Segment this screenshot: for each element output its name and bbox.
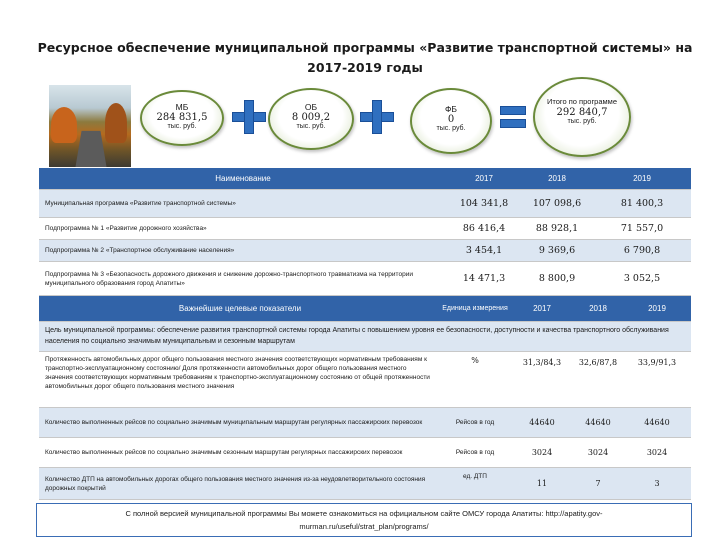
- row-value: 8 800,9: [538, 273, 576, 284]
- row-unit: Рейсов в год: [455, 419, 495, 426]
- budget-unit: тыс. руб.: [436, 125, 466, 132]
- table-row: [39, 240, 691, 262]
- col-header-year: 2017: [475, 174, 493, 183]
- budget-fb-ellipse: [410, 88, 492, 154]
- col-header-indicator: Важнейшие целевые показатели: [178, 304, 302, 313]
- row-value: 107 098,6: [532, 198, 582, 209]
- road-photo: [49, 85, 131, 167]
- budget-label: ОБ: [304, 102, 318, 112]
- row-value: 44640: [585, 418, 611, 427]
- plus-icon: [360, 100, 394, 134]
- row-value: 44640: [529, 418, 555, 427]
- row-value: 71 557,0: [620, 223, 664, 234]
- row-value: 3024: [531, 448, 553, 457]
- budget-label: Итого по программе: [546, 97, 618, 106]
- row-value: 88 928,1: [535, 223, 579, 234]
- budget-value: 284 831,5: [156, 112, 208, 123]
- row-name: Количество выполненных рейсов по социально значимым муниципальным маршрутам регулярных пассажирских перевозок: [45, 419, 423, 426]
- budget-total-ellipse: [533, 77, 631, 157]
- row-value: 6 790,8: [623, 245, 661, 256]
- road-strip: [75, 131, 108, 167]
- col-header-year: 2019: [633, 174, 651, 183]
- row-unit: Рейсов в год: [455, 449, 495, 456]
- row-unit: ед. ДТП: [463, 473, 487, 480]
- equals-icon: [500, 104, 526, 130]
- tree-shape: [51, 107, 77, 143]
- table-row: [39, 352, 691, 408]
- row-value: 44640: [644, 418, 670, 427]
- row-unit: %: [471, 356, 479, 365]
- row-value: 3024: [587, 448, 609, 457]
- row-value: 32,6/87,8: [578, 358, 618, 367]
- col-header-unit: Единица измерения: [442, 305, 508, 312]
- row-value: 81 400,3: [620, 198, 664, 209]
- budget-value: 0: [447, 114, 455, 125]
- row-value: 9 369,6: [538, 245, 576, 256]
- table-row: [39, 262, 691, 296]
- budget-unit: тыс. руб.: [167, 123, 197, 130]
- col-header-year: 2019: [648, 304, 666, 313]
- budget-unit: тыс. руб.: [567, 118, 597, 125]
- row-name: Муниципальная программа «Развитие транспортной системы»: [45, 200, 236, 207]
- row-name: Количество выполненных рейсов по социально значимым сезонным маршрутам регулярных пассажирских перевозок: [45, 449, 403, 456]
- col-header-year: 2018: [548, 174, 566, 183]
- row-name: Протяженность автомобильных дорог общего пользования местного значения соответствующих нормативным требованиям к транспортно-эксплуатационному состоянию/ Доля протяженности автомобильных дорог общего пользования местного значения соответствующих нормативным требованиям к транспортно-эксплуатационному состоянию от общей протяженности автомобильных дорог общего пользования местного значения: [45, 356, 430, 390]
- col-header-year: 2018: [589, 304, 607, 313]
- row-value: 104 341,8: [459, 198, 509, 209]
- row-value: 7: [595, 479, 601, 488]
- table-row: [39, 468, 691, 500]
- plus-icon: [232, 100, 266, 134]
- row-value: 33,9/91,3: [637, 358, 677, 367]
- budget-label: ФБ: [444, 104, 458, 114]
- budget-mb-ellipse: [140, 90, 224, 146]
- col-header-name: Наименование: [215, 174, 271, 183]
- table-row: [39, 438, 691, 468]
- budget-label: МБ: [175, 102, 189, 112]
- row-value: 86 416,4: [462, 223, 506, 234]
- row-name: Подпрограмма № 1 «Развитие дорожного хозяйства»: [45, 225, 207, 232]
- row-value: 3024: [646, 448, 668, 457]
- goal-row: Цель муниципальной программы: обеспечение развития транспортной системы города Апатиты с повышением уровня ее безопасности, доступности и качества транспортного обслуживания населения по социально значимым муниципальным и сезонным маршрутам: [39, 322, 691, 352]
- row-value: 31,3/84,3: [522, 358, 562, 367]
- page-title: Ресурсное обеспечение муниципальной программы «Развитие транспортной системы» на 2017-2019 годы: [37, 40, 693, 75]
- row-value: 3 052,5: [623, 273, 661, 284]
- budget-value: 8 009,2: [291, 112, 331, 123]
- footer-line: С полной версией муниципальной программы Вы можете ознакомиться на официальном сайте ОМСУ города Апатиты: http://apatity.gov-: [125, 509, 603, 518]
- finance-header-row: [39, 168, 691, 190]
- col-header-year: 2017: [533, 304, 551, 313]
- tree-shape: [105, 103, 127, 143]
- indicators-header-row: [39, 296, 691, 322]
- budget-unit: тыс. руб.: [296, 123, 326, 130]
- row-value: 3: [654, 479, 660, 488]
- row-value: 3 454,1: [465, 245, 503, 256]
- table-row: [39, 190, 691, 218]
- row-value: 11: [536, 479, 548, 488]
- footer-link[interactable]: murman.ru/useful/strat_plan/programs/: [299, 522, 429, 531]
- row-name: Подпрограмма № 3 «Безопасность дорожного движения и снижение дорожно-транспортного травматизма на территории муниципального образования город Апатиты»: [45, 270, 413, 287]
- row-value: 14 471,3: [462, 273, 506, 284]
- footer-note: [36, 503, 692, 537]
- row-name: Количество ДТП на автомобильных дорогах общего пользования местного значения из-за неудовлетворительного состояния дорожных покрытий: [45, 475, 426, 492]
- table-row: [39, 218, 691, 240]
- table-row: [39, 408, 691, 438]
- budget-value: 292 840,7: [556, 107, 608, 118]
- budget-ob-ellipse: [268, 88, 354, 150]
- row-name: Подпрограмма № 2 «Транспортное обслуживание населения»: [45, 247, 235, 254]
